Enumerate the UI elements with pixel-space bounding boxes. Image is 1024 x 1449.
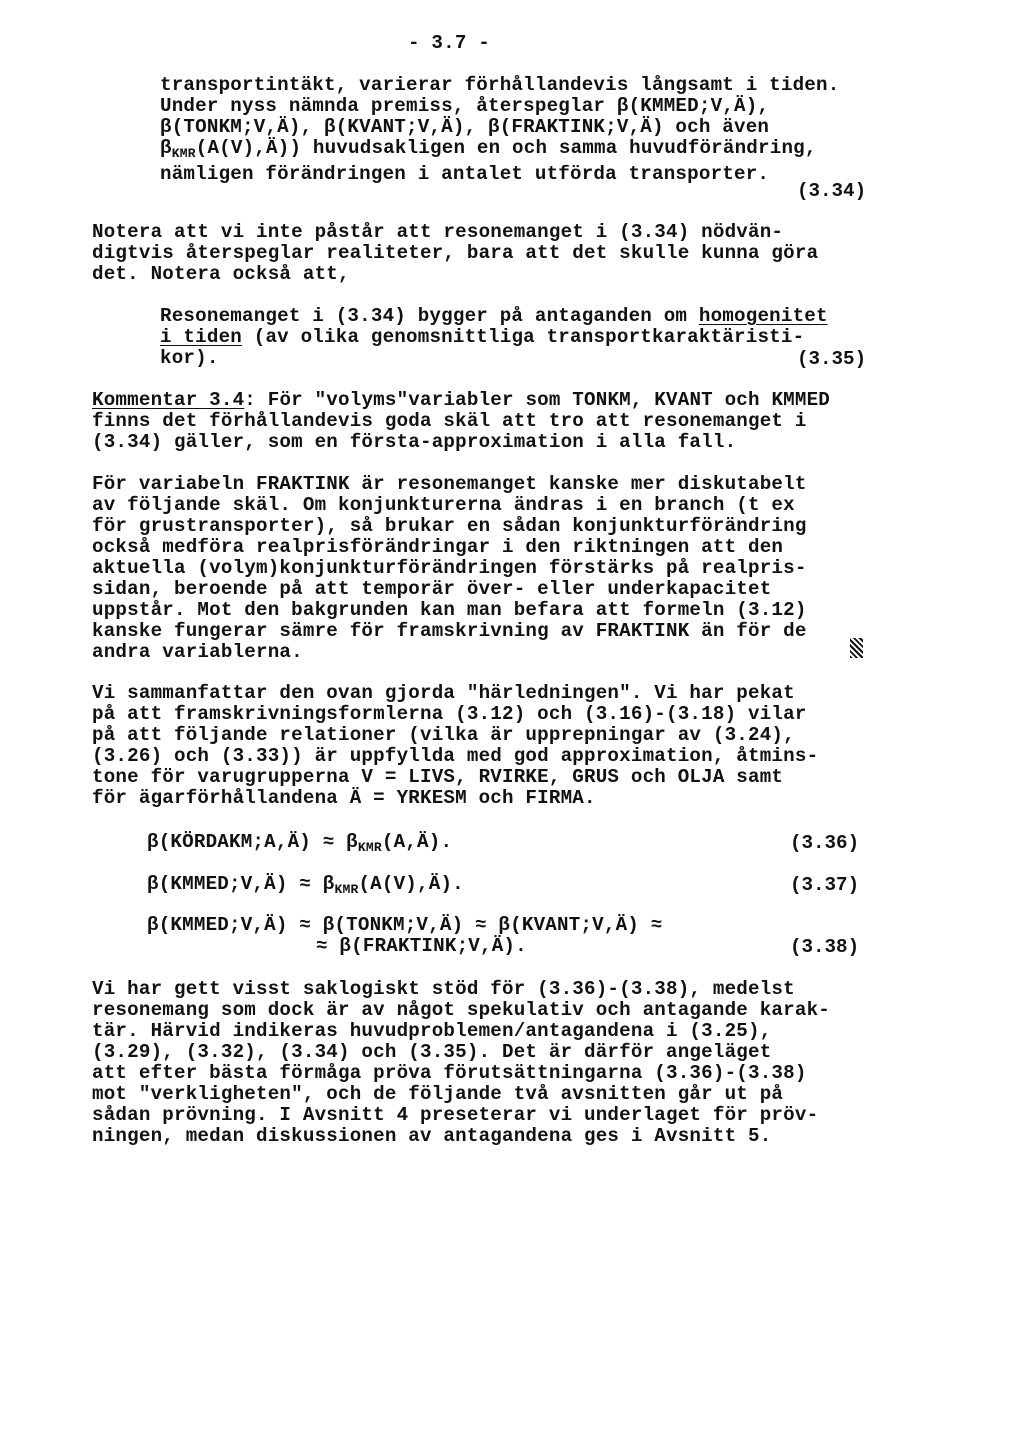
text-line: mot "verkligheten", och de följande två avsnitten går ut på (92, 1083, 784, 1105)
page-number: - 3.7 - (408, 32, 491, 54)
equation-number: (3.38) (790, 936, 860, 958)
text-segment: (A(V),Ä)) huvudsakligen en och samma huvudförändring, (195, 137, 817, 159)
text-line: tone för varugrupperna V = LIVS, RVIRKE, GRUS och OLJA samt (92, 766, 784, 788)
text-line: på att framskrivningsformlerna (3.12) och (3.16)-(3.18) vilar (92, 703, 807, 725)
text-line: att efter bästa förmåga pröva förutsättningarna (3.36)-(3.38) (92, 1062, 807, 1084)
text-line: på att följande relationer (vilka är upprepningar av (3.24), (92, 724, 795, 746)
equation-3-36 (147, 832, 452, 858)
text-segment: β(KÖRDAKM;A,Ä) ≈ β (147, 831, 358, 853)
text-line: Vi sammanfattar den ovan gjorda "härledningen". Vi har pekat (92, 682, 795, 704)
equation-number: (3.35) (797, 348, 867, 370)
text-line: för grustransporter), så brukar en sådan konjunkturförändring (92, 515, 807, 537)
text-segment: Resonemanget i (3.34) bygger på antaganden om (160, 305, 699, 327)
text-line: Vi har gett visst saklogiskt stöd för (3.36)-(3.38), medelst (92, 978, 795, 1000)
paragraph-g (92, 979, 830, 1147)
text-line: Under nyss nämnda premiss, återspeglar β(KMMED;V,Ä), (160, 95, 770, 117)
text-line: tär. Härvid indikeras huvudproblemen/antagandena i (3.25), (92, 1020, 772, 1042)
subscript: KMR (357, 840, 382, 855)
text-line: För variabeln FRAKTINK är resonemanget kanske mer diskutabelt (92, 473, 807, 495)
text-segment: (A(V),Ä). (358, 873, 464, 895)
text-segment: β(KMMED;V,Ä) ≈ β (147, 873, 335, 895)
comment-label: Kommentar 3.4 (92, 389, 245, 411)
text-segment: : För "volyms"variabler som TONKM, KVANT och KMMED (244, 389, 831, 411)
text-line: också medföra realprisförändringar i den riktningen att den (92, 536, 784, 558)
text-line: Notera att vi inte påstår att resonemanget i (3.34) nödvän- (92, 221, 784, 243)
beta-symbol: β (160, 137, 172, 159)
text-line: (3.26) och (3.33)) är uppfyllda med god approximation, åtmins- (92, 745, 819, 767)
text-line: kor). (160, 347, 219, 369)
underlined-term: i tiden (160, 326, 243, 348)
text-segment: (A,Ä). (381, 831, 453, 853)
text-line: (3.34) gäller, som en första-approximation i alla fall. (92, 431, 737, 453)
text-line: kanske fungerar sämre för framskrivning av FRAKTINK än för de (92, 620, 807, 642)
text-line (92, 390, 830, 411)
equation-number: (3.36) (790, 832, 860, 854)
subscript: KMR (171, 146, 196, 161)
subscript: KMR (334, 882, 359, 897)
text-line (160, 306, 828, 327)
equation-number: (3.37) (790, 874, 860, 896)
underlined-term: homogenitet (698, 305, 828, 327)
paragraph-b (92, 222, 818, 285)
equation-3-37 (147, 874, 464, 900)
text-line: av följande skäl. Om konjunkturerna ändras i en branch (t ex (92, 494, 795, 516)
text-line: sidan, beroende på att temporär över- eller underkapacitet (92, 578, 772, 600)
text-line: digtvis återspeglar realiteter, bara att det skulle kunna göra (92, 242, 819, 264)
paragraph-c (160, 306, 828, 369)
text-line: nämligen förändringen i antalet utförda transporter. (160, 163, 770, 185)
text-line: andra variablerna. (92, 641, 303, 663)
text-line: för ägarförhållandena Ä = YRKESM och FIRMA. (92, 787, 596, 809)
paragraph-e (92, 474, 807, 663)
end-of-comment-mark (850, 638, 863, 658)
text-line: ningen, medan diskussionen av antagandena ges i Avsnitt 5. (92, 1125, 772, 1147)
text-line: aktuella (volym)konjunkturförändringen förstärks på realpris- (92, 557, 807, 579)
equation-number: (3.34) (797, 180, 867, 202)
paragraph-d (92, 390, 830, 453)
paragraph-a (160, 75, 839, 185)
text-segment: (av olika genomsnittliga transportkaraktäristi- (242, 326, 805, 348)
equation-3-38-line-2: ≈ β(FRAKTINK;V,Ä). (316, 935, 527, 957)
text-line (160, 327, 828, 348)
paragraph-f (92, 683, 818, 809)
text-line: resonemang som dock är av något spekulativ och antagande karak- (92, 999, 831, 1021)
equation-3-38-line-1: β(KMMED;V,Ä) ≈ β(TONKM;V,Ä) ≈ β(KVANT;V,Ä) ≈ (147, 914, 663, 936)
text-line (160, 138, 839, 164)
text-line: uppstår. Mot den bakgrunden kan man befara att formeln (3.12) (92, 599, 807, 621)
text-line: det. Notera också att, (92, 263, 350, 285)
text-line: β(TONKM;V,Ä), β(KVANT;V,Ä), β(FRAKTINK;V,Ä) och även (160, 116, 770, 138)
text-line: (3.29), (3.32), (3.34) och (3.35). Det är därför angeläget (92, 1041, 772, 1063)
text-line: sådan prövning. I Avsnitt 4 preseterar vi underlaget för pröv- (92, 1104, 819, 1126)
text-line: finns det förhållandevis goda skäl att tro att resonemanget i (92, 410, 807, 432)
text-line: transportintäkt, varierar förhållandevis långsamt i tiden. (160, 74, 840, 96)
